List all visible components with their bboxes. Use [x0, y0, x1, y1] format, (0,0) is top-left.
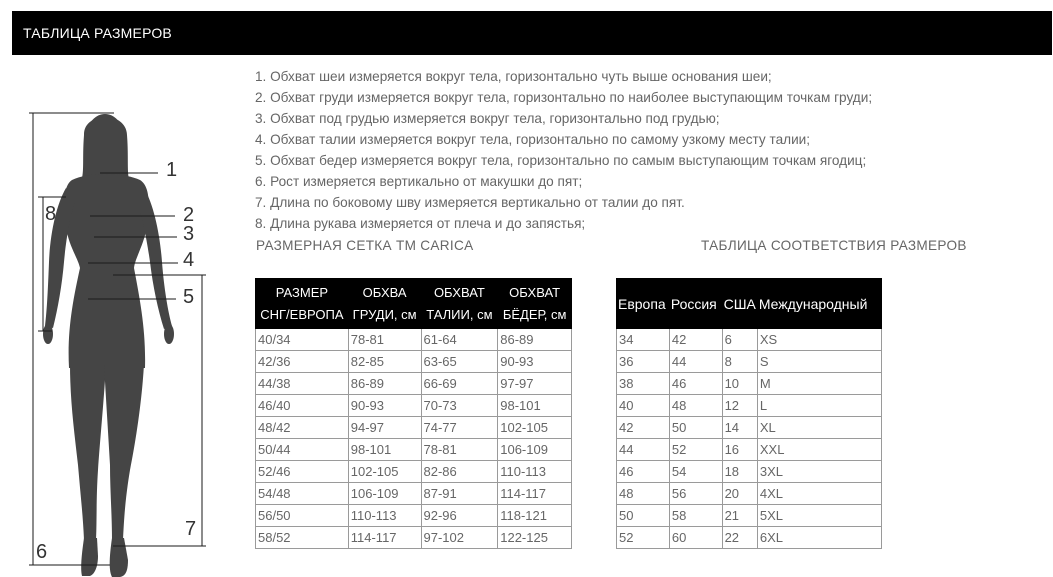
- table-cell: 16: [722, 439, 757, 461]
- table-row: [256, 483, 572, 505]
- figure-label-5: 5: [183, 286, 195, 308]
- header-line: ОБХВАТ: [433, 284, 485, 300]
- table-cell: 48: [617, 483, 670, 505]
- waist-header-cell: [421, 279, 498, 329]
- table-row: [256, 329, 572, 351]
- page-title-bar: [12, 11, 1052, 55]
- table-cell: 54/48: [256, 483, 349, 505]
- size-grid-header-row: [256, 279, 572, 329]
- table-cell: 114-117: [348, 527, 421, 549]
- figure-label-8: 8: [45, 203, 57, 225]
- table-cell: 78-81: [421, 439, 498, 461]
- table-row: [617, 329, 882, 351]
- table-cell: 44: [669, 351, 722, 373]
- instruction-item: 7. Длина по боковому шву измеряется вертикально от талии до пят.: [255, 195, 685, 210]
- table-cell: 97-97: [498, 373, 572, 395]
- table-cell: 66-69: [421, 373, 498, 395]
- table-row: [617, 351, 882, 373]
- woman-silhouette: [43, 114, 174, 577]
- header-line: ТАЛИИ, см: [426, 306, 493, 322]
- size-correspondence-table: [616, 278, 882, 549]
- table-cell: 106-109: [348, 483, 421, 505]
- table-cell: 58/52: [256, 527, 349, 549]
- table-cell: 122-125: [498, 527, 572, 549]
- table-row: [256, 461, 572, 483]
- figure-label-3: 3: [183, 223, 195, 245]
- table-cell: 40: [617, 395, 670, 417]
- table-cell: 94-97: [348, 417, 421, 439]
- size-header-cell: [256, 279, 349, 329]
- table-cell: 114-117: [498, 483, 572, 505]
- table-cell: 50: [669, 417, 722, 439]
- figure-label-1: 1: [166, 159, 178, 181]
- figure-label-4: 4: [183, 249, 195, 271]
- header-line: ОБХВА: [362, 284, 407, 300]
- table-cell: L: [757, 395, 881, 417]
- table-cell: 42: [669, 329, 722, 351]
- figure-label-2: 2: [183, 204, 195, 226]
- body-silhouette-figure: [0, 100, 240, 577]
- table-row: [617, 527, 882, 549]
- international-header-cell: Международный: [757, 279, 881, 329]
- table-cell: 102-105: [348, 461, 421, 483]
- table-cell: 50: [617, 505, 670, 527]
- table-cell: 5XL: [757, 505, 881, 527]
- table-cell: 6: [722, 329, 757, 351]
- table-cell: 21: [722, 505, 757, 527]
- figure-label-7: 7: [185, 518, 197, 540]
- instruction-item: 5. Обхват бедер измеряется вокруг тела, горизонтально по самым выступающим точкам ягодиц;: [255, 153, 867, 168]
- table-cell: 44/38: [256, 373, 349, 395]
- table-row: [256, 351, 572, 373]
- table-cell: 38: [617, 373, 670, 395]
- header-line: БЁДЕР, см: [502, 306, 567, 322]
- table-cell: 40/34: [256, 329, 349, 351]
- table-cell: 106-109: [498, 439, 572, 461]
- table-cell: 52/46: [256, 461, 349, 483]
- table-cell: 46: [669, 373, 722, 395]
- table-cell: 70-73: [421, 395, 498, 417]
- instruction-item: 2. Обхват груди измеряется вокруг тела, горизонтально по наиболее выступающим точкам груди;: [255, 90, 873, 105]
- table-cell: 4XL: [757, 483, 881, 505]
- table-cell: XXL: [757, 439, 881, 461]
- header-line: РАЗМЕР: [275, 284, 329, 300]
- size-grid-title: РАЗМЕРНАЯ СЕТКА ТМ CARICA: [256, 238, 474, 253]
- table-cell: 48: [669, 395, 722, 417]
- table-cell: 82-85: [348, 351, 421, 373]
- table-cell: 78-81: [348, 329, 421, 351]
- measurement-instructions: [255, 66, 1035, 234]
- table-row: [256, 395, 572, 417]
- table-cell: 14: [722, 417, 757, 439]
- table-cell: XS: [757, 329, 881, 351]
- usa-header-cell: США: [722, 279, 757, 329]
- table-cell: 10: [722, 373, 757, 395]
- table-cell: 22: [722, 527, 757, 549]
- table-row: [256, 527, 572, 549]
- table-cell: 98-101: [348, 439, 421, 461]
- table-row: [617, 395, 882, 417]
- header-line: СНГ/ЕВРОПА: [260, 306, 344, 322]
- table-cell: 20: [722, 483, 757, 505]
- table-cell: 46: [617, 461, 670, 483]
- table-cell: 6XL: [757, 527, 881, 549]
- table-cell: 110-113: [498, 461, 572, 483]
- header-line: ГРУДИ, см: [352, 306, 417, 322]
- table-cell: 44: [617, 439, 670, 461]
- table-cell: 92-96: [421, 505, 498, 527]
- table-cell: 58: [669, 505, 722, 527]
- size-grid-table: [255, 278, 572, 549]
- table-cell: 90-93: [348, 395, 421, 417]
- instruction-item: 6. Рост измеряется вертикально от макушки до пят;: [255, 174, 583, 189]
- table-cell: 102-105: [498, 417, 572, 439]
- table-cell: 110-113: [348, 505, 421, 527]
- table-cell: 48/42: [256, 417, 349, 439]
- hips-header-cell: [498, 279, 572, 329]
- table-cell: 18: [722, 461, 757, 483]
- table-cell: 82-86: [421, 461, 498, 483]
- table-cell: 42/36: [256, 351, 349, 373]
- instruction-item: 3. Обхват под грудью измеряется вокруг тела, горизонтально под грудью;: [255, 111, 720, 126]
- table-cell: 60: [669, 527, 722, 549]
- europe-header-cell: Европа: [617, 279, 670, 329]
- table-row: [617, 417, 882, 439]
- table-cell: M: [757, 373, 881, 395]
- page-title: ТАБЛИЦА РАЗМЕРОВ: [23, 25, 172, 41]
- table-cell: 46/40: [256, 395, 349, 417]
- table-cell: 3XL: [757, 461, 881, 483]
- table-row: [617, 483, 882, 505]
- table-cell: 61-64: [421, 329, 498, 351]
- table-row: [256, 373, 572, 395]
- table-cell: 63-65: [421, 351, 498, 373]
- table-cell: 86-89: [348, 373, 421, 395]
- table-cell: 52: [617, 527, 670, 549]
- table-cell: 118-121: [498, 505, 572, 527]
- table-row: [256, 439, 572, 461]
- table-cell: 12: [722, 395, 757, 417]
- table-cell: 87-91: [421, 483, 498, 505]
- table-row: [617, 461, 882, 483]
- instruction-item: 4. Обхват талии измеряется вокруг тела, горизонтально по самому узкому месту талии;: [255, 132, 811, 147]
- table-cell: 34: [617, 329, 670, 351]
- table-cell: 36: [617, 351, 670, 373]
- header-line: ОБХВАТ: [509, 284, 561, 300]
- russia-header-cell: Россия: [669, 279, 722, 329]
- figure-label-6: 6: [36, 541, 48, 563]
- correspondence-title: ТАБЛИЦА СООТВЕТСТВИЯ РАЗМЕРОВ: [701, 238, 967, 253]
- table-cell: 56: [669, 483, 722, 505]
- table-cell: 50/44: [256, 439, 349, 461]
- table-row: [617, 439, 882, 461]
- table-cell: 54: [669, 461, 722, 483]
- table-row: [256, 505, 572, 527]
- table-row: [256, 417, 572, 439]
- table-cell: 90-93: [498, 351, 572, 373]
- table-row: [617, 373, 882, 395]
- table-cell: 74-77: [421, 417, 498, 439]
- correspondence-header-row: [617, 279, 882, 329]
- table-cell: XL: [757, 417, 881, 439]
- table-row: [617, 505, 882, 527]
- table-cell: S: [757, 351, 881, 373]
- table-cell: 86-89: [498, 329, 572, 351]
- table-cell: 98-101: [498, 395, 572, 417]
- table-cell: 42: [617, 417, 670, 439]
- table-cell: 56/50: [256, 505, 349, 527]
- instruction-item: 1. Обхват шеи измеряется вокруг тела, горизонтально чуть выше основания шеи;: [255, 69, 772, 84]
- table-cell: 97-102: [421, 527, 498, 549]
- instruction-item: 8. Длина рукава измеряется от плеча и до запястья;: [255, 216, 586, 231]
- table-cell: 8: [722, 351, 757, 373]
- table-cell: 52: [669, 439, 722, 461]
- chest-header-cell: [348, 279, 421, 329]
